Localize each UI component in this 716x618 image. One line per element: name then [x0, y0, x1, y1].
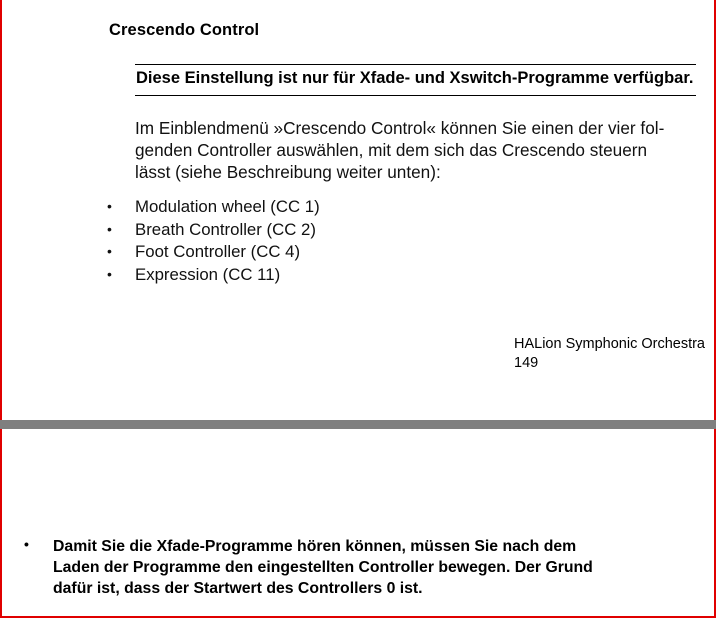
list-item	[107, 265, 320, 288]
bullet-icon: •	[107, 220, 112, 237]
list-item-label: Modulation wheel (CC 1)	[135, 197, 320, 216]
paragraph-line: genden Controller auswählen, mit dem sich das Crescendo steuern	[135, 140, 648, 160]
list-item-label: Expression (CC 11)	[135, 264, 281, 284]
note-box	[135, 64, 696, 96]
footer-product-name: HALion Symphonic Orchestra	[514, 336, 705, 352]
bullet-icon: •	[107, 198, 112, 214]
bullet-icon: •	[24, 536, 29, 552]
annotation-line: Damit Sie die Xfade-Programme hören können, müssen Sie nach dem	[53, 538, 577, 555]
manual-page	[2, 0, 714, 420]
annotation-line: Laden der Programme den eingestellten Controller bewegen. Der Grund	[53, 559, 593, 576]
body-paragraph	[135, 117, 695, 183]
list-item-label: Breath Controller (CC 2)	[135, 219, 316, 239]
page-separator	[0, 420, 716, 429]
list-item	[107, 220, 320, 243]
bullet-icon: •	[107, 265, 112, 282]
bullet-icon: •	[107, 243, 112, 259]
annotation-text	[53, 536, 593, 599]
page-number: 149	[514, 355, 539, 371]
paragraph-line: Im Einblendmenü »Crescendo Control« können Sie einen der vier fol-	[135, 118, 665, 138]
note-text: Diese Einstellung ist nur für Xfade- und Xswitch-Programme verfügbar.	[136, 69, 694, 87]
section-title: Crescendo Control	[109, 21, 260, 39]
controller-list	[107, 197, 320, 287]
list-item	[107, 242, 320, 265]
list-item-label: Foot Controller (CC 4)	[135, 242, 301, 261]
annotation-line: dafür ist, dass der Startwert des Controllers 0 ist.	[53, 580, 423, 597]
list-item	[107, 197, 320, 220]
paragraph-line: lässt (siehe Beschreibung weiter unten):	[135, 162, 441, 182]
